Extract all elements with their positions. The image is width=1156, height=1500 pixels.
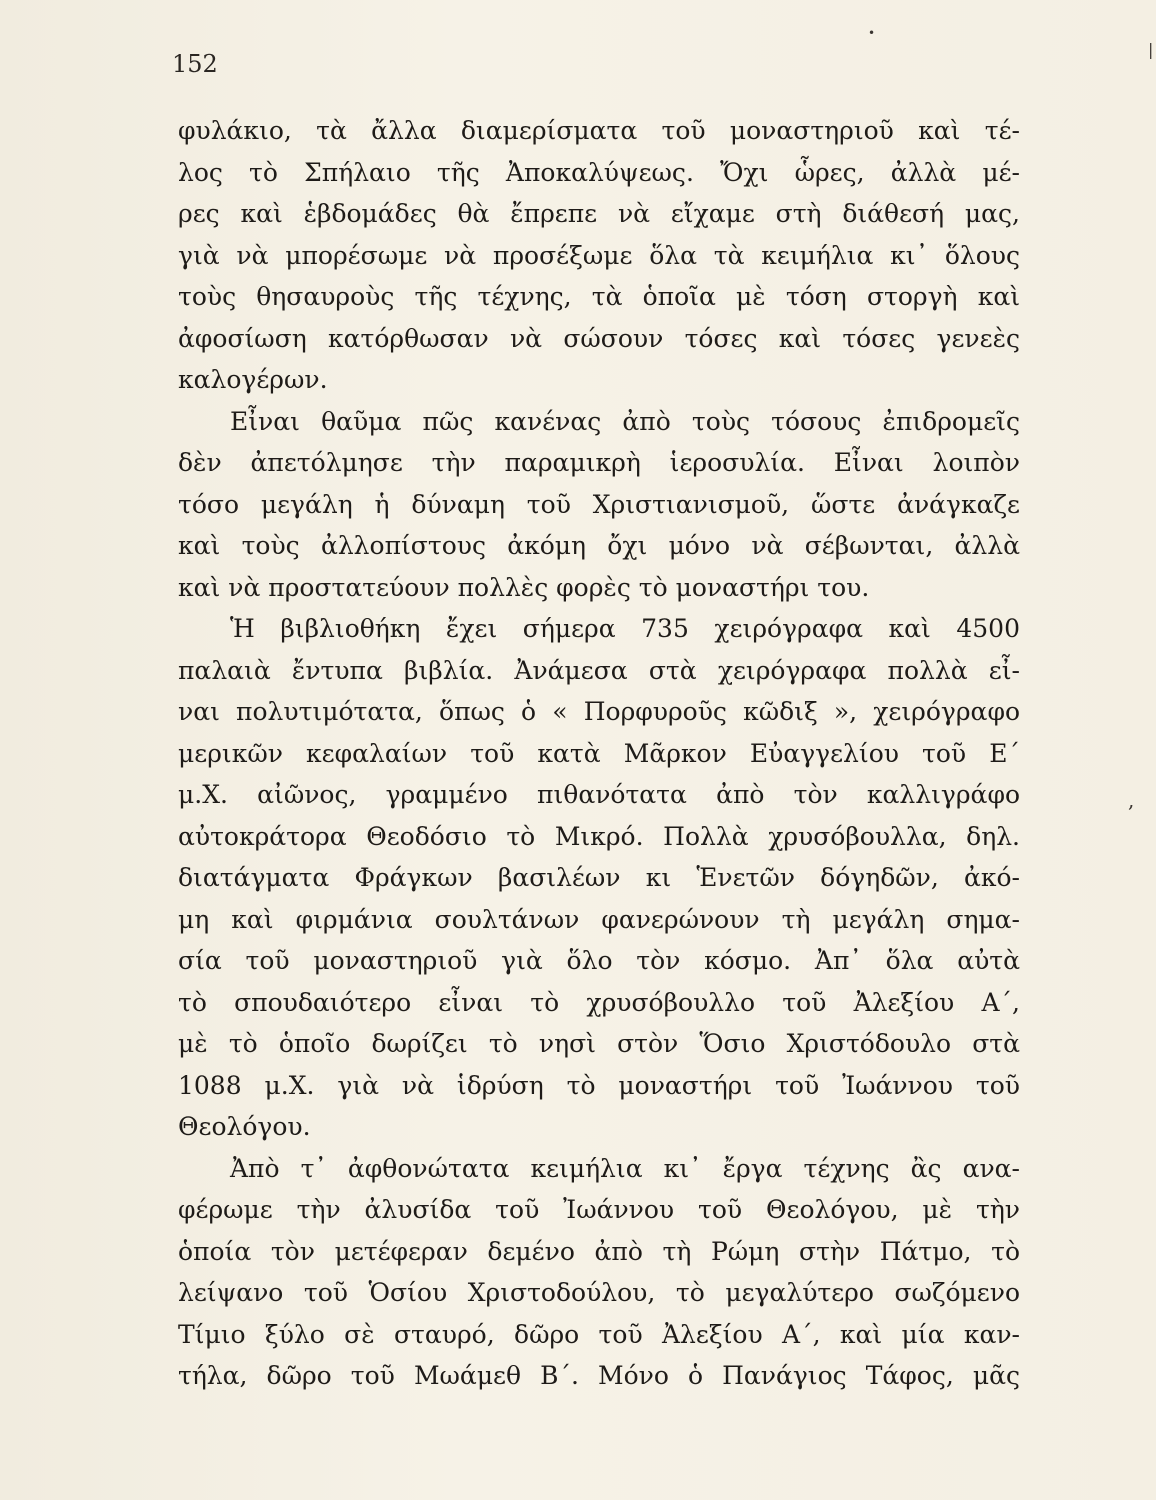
text-line: τὸ σπουδαιότερο εἶναι τὸ χρυσόβουλλο τοῦ Ἀλεξίου Α΄, (178, 987, 1020, 1017)
text-line: Εἶναι θαῦμα πῶς κανένας ἀπὸ τοὺς τόσους ἐπιδρομεῖς (230, 406, 1020, 436)
text-line: γιὰ νὰ μπορέσωμε νὰ προσέξωμε ὅλα τὰ κειμήλια κι᾿ ὅλους (178, 240, 1020, 270)
text-line: ἀφοσίωση κατόρθωσαν νὰ σώσουν τόσες καὶ τόσες γενεὲς (178, 323, 1020, 353)
text-line: ναι πολυτιμότατα, ὅπως ὁ « Πορφυροῦς κῶδιξ », χειρόγραφο (178, 697, 1020, 726)
body-text (178, 110, 1020, 1397)
text-line: μὲ τὸ ὁποῖο δωρίζει τὸ νησὶ στὸν Ὅσιο Χριστόδουλο στὰ (178, 1029, 1020, 1058)
text-line: καὶ νὰ προστατεύουν πολλὲς φορὲς τὸ μοναστήρι του. (178, 572, 870, 602)
text-line: μερικῶν κεφαλαίων τοῦ κατὰ Μᾶρκον Εὐαγγελίου τοῦ Ε΄ (178, 738, 1020, 768)
text-line: Τίμιο ξύλο σὲ σταυρό, δῶρο τοῦ Ἀλεξίου Α΄, καὶ μία καν- (178, 1319, 1020, 1349)
text-line: Θεολόγου. (178, 1112, 311, 1141)
text-line: τοὺς θησαυροὺς τῆς τέχνης, τὰ ὁποῖα μὲ τόση στοργὴ καὶ (178, 282, 1020, 311)
text-line: τήλα, δῶρο τοῦ Μωάμεθ Β΄. Μόνο ὁ Πανάγιος Τάφος, μᾶς (178, 1361, 1020, 1390)
text-line: Ἀπὸ τ᾿ ἀφθονώτατα κειμήλια κι᾿ ἔργα τέχνης ἂς ανα- (230, 1153, 1020, 1183)
text-line: μη καὶ φιρμάνια σουλτάνων φανερώνουν τὴ μεγάλη σημα- (178, 904, 1020, 934)
text-line: λείψανο τοῦ Ὁσίου Χριστοδούλου, τὸ μεγαλύτερο σωζόμενο (178, 1278, 1020, 1307)
text-line: μ.Χ. αἰῶνος, γραμμένο πιθανότατα ἀπὸ τὸν καλλιγράφο (178, 780, 1020, 809)
text-line: ρες καὶ ἑβδομάδες θὰ ἔπρεπε νὰ εἴχαμε στὴ διάθεσή μας, (178, 199, 1020, 228)
text-line: φέρωμε τὴν ἀλυσίδα τοῦ Ἰωάννου τοῦ Θεολόγου, μὲ τὴν (178, 1195, 1020, 1224)
text-line: καλογέρων. (178, 365, 328, 394)
scan-speck: , (1128, 788, 1135, 812)
text-line: διατάγματα Φράγκων βασιλέων κι Ἑνετῶν δόγηδῶν, ἀκό- (178, 863, 1020, 892)
paragraph-3 (178, 608, 1020, 1148)
text-line: παλαιὰ ἔντυπα βιβλία. Ἀνάμεσα στὰ χειρόγραφα πολλὰ εἶ- (178, 655, 1020, 685)
text-line: ὁποία τὸν μετέφεραν δεμένο ἀπὸ τὴ Ρώμη στὴν Πάτμο, τὸ (178, 1236, 1020, 1266)
text-line: λος τὸ Σπήλαιο τῆς Ἀποκαλύψεως. Ὄχι ὧρες, ἀλλὰ μέ- (178, 157, 1020, 187)
text-line: καὶ τοὺς ἀλλοπίστους ἀκόμη ὄχι μόνο νὰ σέβωνται, ἀλλὰ (178, 531, 1020, 560)
text-line: αὐτοκράτορα Θεοδόσιο τὸ Μικρό. Πολλὰ χρυσόβουλλα, δηλ. (178, 821, 1020, 851)
paragraph-4 (178, 1148, 1020, 1397)
text-line: τόσο μεγάλη ἡ δύναμη τοῦ Χριστιανισμοῦ, ὥστε ἀνάγκαζε (178, 489, 1020, 519)
text-line: φυλάκιο, τὰ ἄλλα διαμερίσματα τοῦ μοναστηριοῦ καὶ τέ- (178, 116, 1020, 145)
text-line: 1088 μ.Χ. γιὰ νὰ ἱδρύση τὸ μοναστήρι τοῦ Ἰωάννου τοῦ (178, 1070, 1020, 1100)
paragraph-1 (178, 110, 1020, 401)
text-line: Ἡ βιβλιοθήκη ἔχει σήμερα 735 χειρόγραφα καὶ 4500 (230, 614, 1020, 643)
page-number: 152 (172, 50, 218, 78)
text-line: σία τοῦ μοναστηριοῦ γιὰ ὅλο τὸν κόσμο. Ἀπ᾿ ὅλα αὐτὰ (178, 946, 1020, 975)
scan-speck: | (1148, 40, 1154, 59)
scan-speck: • (868, 26, 876, 40)
paragraph-2 (178, 401, 1020, 609)
text-line: δὲν ἀπετόλμησε τὴν παραμικρὴ ἱεροσυλία. Εἶναι λοιπὸν (178, 448, 1020, 477)
